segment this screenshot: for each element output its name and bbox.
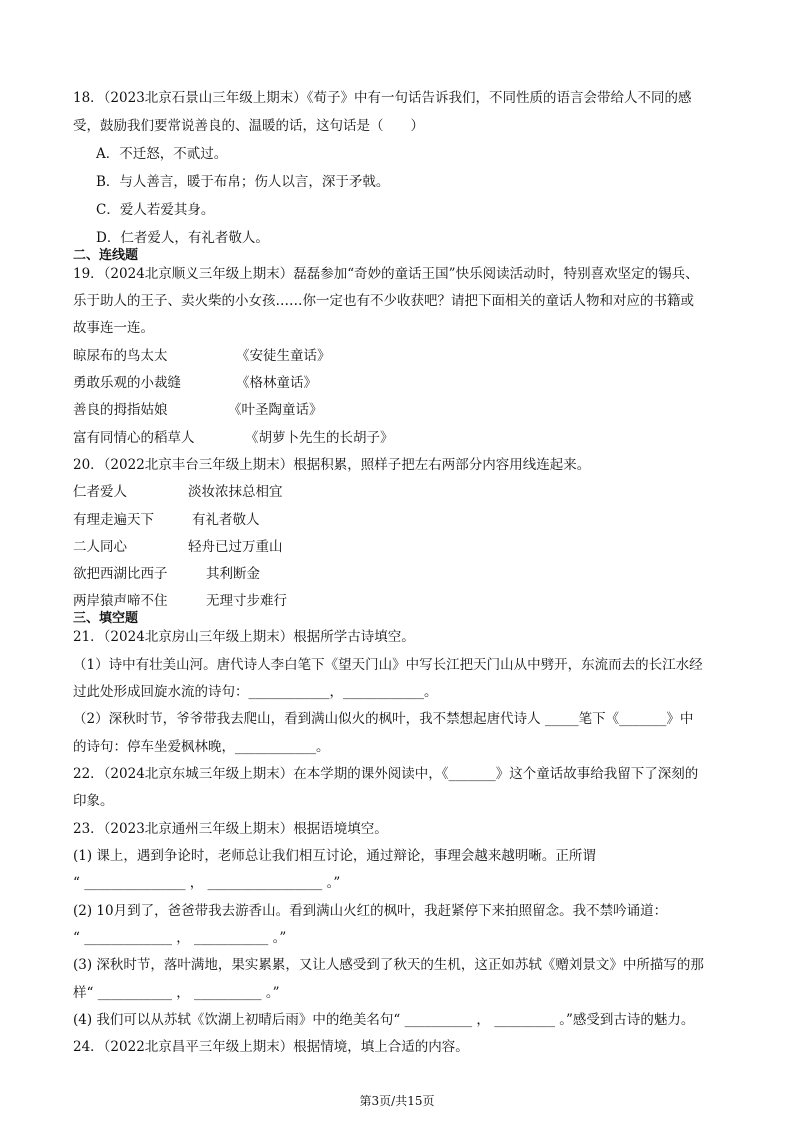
q19-stem-line3: 故事连一连。 [73, 320, 154, 336]
q20-right-item: 无理寸步难行 [206, 593, 287, 609]
q19-stem-line1: 19．（2024北京顺义三年级上期末）磊磊参加“奇妙的童话王国”快乐阅读活动时，特别喜欢坚定的锡兵、 [73, 266, 699, 282]
q20-right-item: 其利断金 [206, 566, 260, 582]
q18-stem-line2: 受，鼓励我们要常说善良的、温暖的话，这句话是（ ） [73, 118, 424, 134]
q20-left-item: 两岸猿声啼不住 [73, 593, 168, 609]
q20-right-item: 淡妆浓抹总相宜 [188, 484, 283, 500]
q23-sub2-line2: “ _____________ ， ___________ 。” [73, 930, 287, 946]
q21-part1-line2: 过此处形成回旋水流的诗句：____________，____________。 [73, 684, 438, 700]
q18-option-b: B．与人善言，暖于布帛；伤人以言，深于矛戟。 [96, 174, 390, 190]
q19-left-item: 勇敢乐观的小裁缝 [73, 375, 181, 391]
q18-stem-line1: 18．（2023北京石景山三年级上期末）《荀子》中有一句话告诉我们，不同性质的语言会带给人不同的感 [73, 90, 692, 106]
q19-right-item: 《格林童话》 [236, 375, 317, 391]
q21-part1-line1: （1）诗中有壮美山河。唐代诗人李白笔下《望天门山》中写长江把天门山从中劈开，东流而去的长江水经 [73, 657, 703, 673]
section-heading-fill-blank: 三、填空题 [73, 611, 139, 626]
q20-left-item: 二人同心 [73, 539, 127, 555]
q23-sub1-line2: “ _______________ ， _________________ 。” [73, 875, 341, 891]
q23-sub1-line1: (1) 课上，遇到争论时，老师总让我们相互讨论，通过辩论，事理会越来越明晰。正所谓 [73, 848, 596, 864]
q23-sub3-line2: 样“ ___________ ， __________ 。” [73, 985, 280, 1001]
q19-left-item: 善良的拇指姑娘 [73, 402, 168, 418]
q18-option-c: C．爱人若爱其身。 [96, 202, 215, 218]
q23-sub2-line1: (2) 10月到了，爸爸带我去游香山。看到满山火红的枫叶，我赶紧停下来拍照留念。我不禁吟诵道： [73, 903, 668, 919]
q21-stem: 21．（2024北京房山三年级上期末）根据所学古诗填空。 [73, 629, 415, 645]
section-heading-matching: 二、连线题 [73, 248, 139, 263]
q19-left-item: 富有同情心的稻草人 [73, 430, 195, 446]
q22-stem-line1: 22．（2024北京东城三年级上期末）在本学期的课外阅读中，《_______》这个童话故事给我留下了深刻的 [73, 766, 699, 782]
q18-option-a: A．不迁怒，不贰过。 [96, 146, 228, 162]
q21-part2-line1: （2）深秋时节，爷爷带我去爬山，看到满山似火的枫叶，我不禁想起唐代诗人 _____笔下《_______》中 [73, 711, 694, 727]
q19-right-item: 《胡萝卜先生的长胡子》 [245, 430, 394, 446]
q23-stem: 23．（2023北京通州三年级上期末）根据语境填空。 [73, 821, 388, 837]
q20-left-item: 有理走遍天下 [73, 512, 154, 528]
q20-left-item: 欲把西湖比西子 [73, 566, 168, 582]
q19-left-item: 晾尿布的鸟太太 [73, 348, 168, 364]
q18-option-d: D．仁者爱人，有礼者敬人。 [96, 230, 269, 246]
q22-stem-line2: 印象。 [73, 793, 114, 809]
q21-part2-line2: 的诗句：停车坐爱枫林晚，____________。 [73, 739, 330, 755]
q20-stem: 20．（2022北京丰台三年级上期末）根据积累，照样子把左右两部分内容用线连起来。 [73, 457, 591, 473]
q20-right-item: 有礼者敬人 [192, 512, 260, 528]
page-number-footer: 第3页/共15页 [359, 1094, 435, 1108]
q23-sub4-line1: (4) 我们可以从苏轼《饮湖上初晴后雨》中的绝美名句“ __________ ， _________ 。”感受到古诗的魅力。 [73, 1012, 695, 1028]
q19-right-item: 《安徒生童话》 [236, 348, 331, 364]
q19-stem-line2: 乐于助人的王子、卖火柴的小女孩……你一定也有不少收获吧？请把下面相关的童话人物和对应的书籍或 [73, 293, 694, 309]
q20-right-item: 轻舟已过万重山 [188, 539, 283, 555]
q23-sub3-line1: (3) 深秋时节，落叶满地，果实累累，又让人感受到了秋天的生机，这正如苏轼《赠刘景文》中所描写的那 [73, 957, 704, 973]
q20-left-item: 仁者爱人 [73, 484, 127, 500]
q24-stem: 24．（2022北京昌平三年级上期末）根据情境，填上合适的内容。 [73, 1039, 469, 1055]
q19-right-item: 《叶圣陶童话》 [228, 402, 323, 418]
